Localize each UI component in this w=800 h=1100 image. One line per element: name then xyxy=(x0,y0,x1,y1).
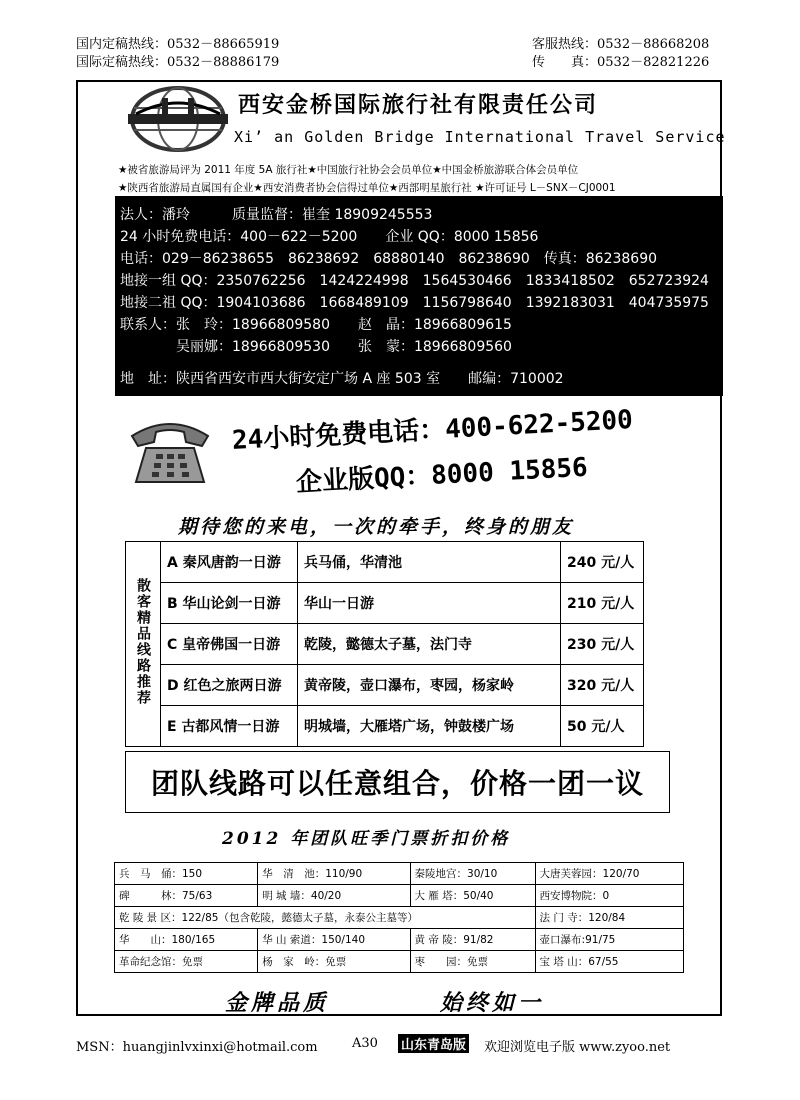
tickets-title: 2012 年团队旺季门票折扣价格 xyxy=(222,829,511,849)
ticket-cell: 华 清 池：110/90 xyxy=(258,863,410,885)
contacts-line-2: 吴丽娜：18966809530 张 蒙：18966809560 xyxy=(120,339,512,355)
ticket-cell: 枣 园：免票 xyxy=(410,951,535,973)
qq-group-1: 地接一组 QQ：2350762256 1424224998 1564530466 1833418502 652723924 xyxy=(120,273,709,289)
table-row xyxy=(115,951,684,973)
free-hotline-line: 24 小时免费电话：400－622－5200 企业 QQ：8000 15856 xyxy=(120,229,539,245)
legal-person: 法人：潘玲 质量监督：崔奎 18909245553 xyxy=(120,207,433,223)
page-number: A30 xyxy=(352,1036,378,1051)
ticket-cell: 大 雁 塔：50/40 xyxy=(410,885,535,907)
service-hotline: 客服热线：0532－88668208 xyxy=(532,37,710,52)
ticket-cell: 黄 帝 陵：91/82 xyxy=(410,929,535,951)
table-row xyxy=(126,542,644,583)
table-row xyxy=(126,624,644,665)
ticket-cell: 明 城 墙：40/20 xyxy=(258,885,410,907)
route-name: A 秦风唐韵一日游 xyxy=(161,542,298,583)
route-sites: 兵马俑，华清池 xyxy=(298,542,561,583)
fax-number: 传 真：0532－82821226 xyxy=(532,55,710,70)
routes-label-cell xyxy=(126,542,161,747)
route-price: 320 元/人 xyxy=(561,665,644,706)
route-price: 210 元/人 xyxy=(561,583,644,624)
route-price: 50 元/人 xyxy=(561,706,644,747)
contact-box xyxy=(115,196,723,396)
routes-table xyxy=(125,541,644,747)
qq-group-2: 地接二祖 QQ：1904103686 1668489109 1156798640 1392183031 404735975 xyxy=(120,295,709,311)
phone-line: 电话：029－86238655 86238692 68880140 86238690 传真：86238690 xyxy=(120,251,658,267)
table-row xyxy=(115,929,684,951)
ticket-cell: 壶口瀑布:91/75 xyxy=(535,929,683,951)
table-row xyxy=(126,706,644,747)
msn-contact: MSN：huangjinlvxinxi@hotmail.com xyxy=(76,1040,318,1055)
route-sites: 乾陵，懿德太子墓，法门寺 xyxy=(298,624,561,665)
big-hotline: 24小时免费电话：400-622-5200 xyxy=(231,405,634,456)
route-price: 230 元/人 xyxy=(561,624,644,665)
table-row xyxy=(115,907,684,929)
team-route-note: 团队线路可以任意组合，价格一团一议 xyxy=(125,751,670,813)
slogan: 期待您的来电，一次的牵手，终身的朋友 xyxy=(178,516,575,538)
motto-right: 始终如一 xyxy=(440,990,545,1016)
contacts-line-1: 联系人：张 玲：18966809580 赵 晶：18966809615 xyxy=(120,317,512,333)
ticket-cell: 革命纪念馆：免票 xyxy=(115,951,258,973)
ticket-cell: 兵 马 俑：150 xyxy=(115,863,258,885)
welcome-line[interactable]: 欢迎浏览电子版 www.zyoo.net xyxy=(484,1040,671,1055)
route-sites: 明城墙，大雁塔广场，钟鼓楼广场 xyxy=(298,706,561,747)
company-name-cn: 西安金桥国际旅行社有限责任公司 xyxy=(238,92,599,118)
route-name: E 古都风情一日游 xyxy=(161,706,298,747)
ticket-cell: 乾 陵 景 区：122/85（包含乾陵，懿德太子墓，永泰公主墓等） xyxy=(115,907,536,929)
ticket-cell: 华 山 索道：150/140 xyxy=(258,929,410,951)
address-line: 地 址：陕西省西安市西大街安定广场 A 座 503 室 邮编：710002 xyxy=(120,371,564,387)
ticket-cell: 华 山：180/165 xyxy=(115,929,258,951)
company-logo xyxy=(126,84,230,154)
routes-label: 散客精品线路推荐 xyxy=(135,578,151,706)
ticket-cell: 宝 塔 山：67/55 xyxy=(535,951,683,973)
ticket-cell: 杨 家 岭：免票 xyxy=(258,951,410,973)
route-price: 240 元/人 xyxy=(561,542,644,583)
motto-left: 金牌品质 xyxy=(225,990,330,1016)
route-sites: 华山一日游 xyxy=(298,583,561,624)
ticket-cell: 大唐芙蓉园：120/70 xyxy=(535,863,683,885)
route-name: D 红色之旅两日游 xyxy=(161,665,298,706)
table-row xyxy=(115,863,684,885)
intl-hotline: 国际定稿热线：0532－88886179 xyxy=(76,55,280,70)
ticket-cell: 秦陵地宫：30/10 xyxy=(410,863,535,885)
domestic-hotline: 国内定稿热线：0532－88665919 xyxy=(76,37,280,52)
telephone-icon xyxy=(128,414,212,486)
honors-line-1: ★被省旅游局评为 2011 年度 5A 旅行社★中国旅行社协会会员单位★中国金桥旅游联合体会员单位 xyxy=(118,164,579,176)
tickets-table xyxy=(114,862,684,973)
ticket-cell: 碑 林：75/63 xyxy=(115,885,258,907)
company-name-en: Xi’ an Golden Bridge International Travel Service xyxy=(234,128,726,146)
route-sites: 黄帝陵，壶口瀑布，枣园，杨家岭 xyxy=(298,665,561,706)
route-name: B 华山论剑一日游 xyxy=(161,583,298,624)
table-row xyxy=(126,665,644,706)
table-row xyxy=(115,885,684,907)
edition-badge: 山东青岛版 xyxy=(398,1034,469,1053)
ticket-cell: 西安博物院：0 xyxy=(535,885,683,907)
table-row xyxy=(126,583,644,624)
honors-line-2: ★陕西省旅游局直属国有企业★西安消费者协会信得过单位★西部明星旅行社 ★许可证号 L－SNX－CJ0001 xyxy=(118,182,616,194)
route-name: C 皇帝佛国一日游 xyxy=(161,624,298,665)
big-qq: 企业版QQ：8000 15856 xyxy=(295,452,589,498)
ticket-cell: 法 门 寺：120/84 xyxy=(535,907,683,929)
